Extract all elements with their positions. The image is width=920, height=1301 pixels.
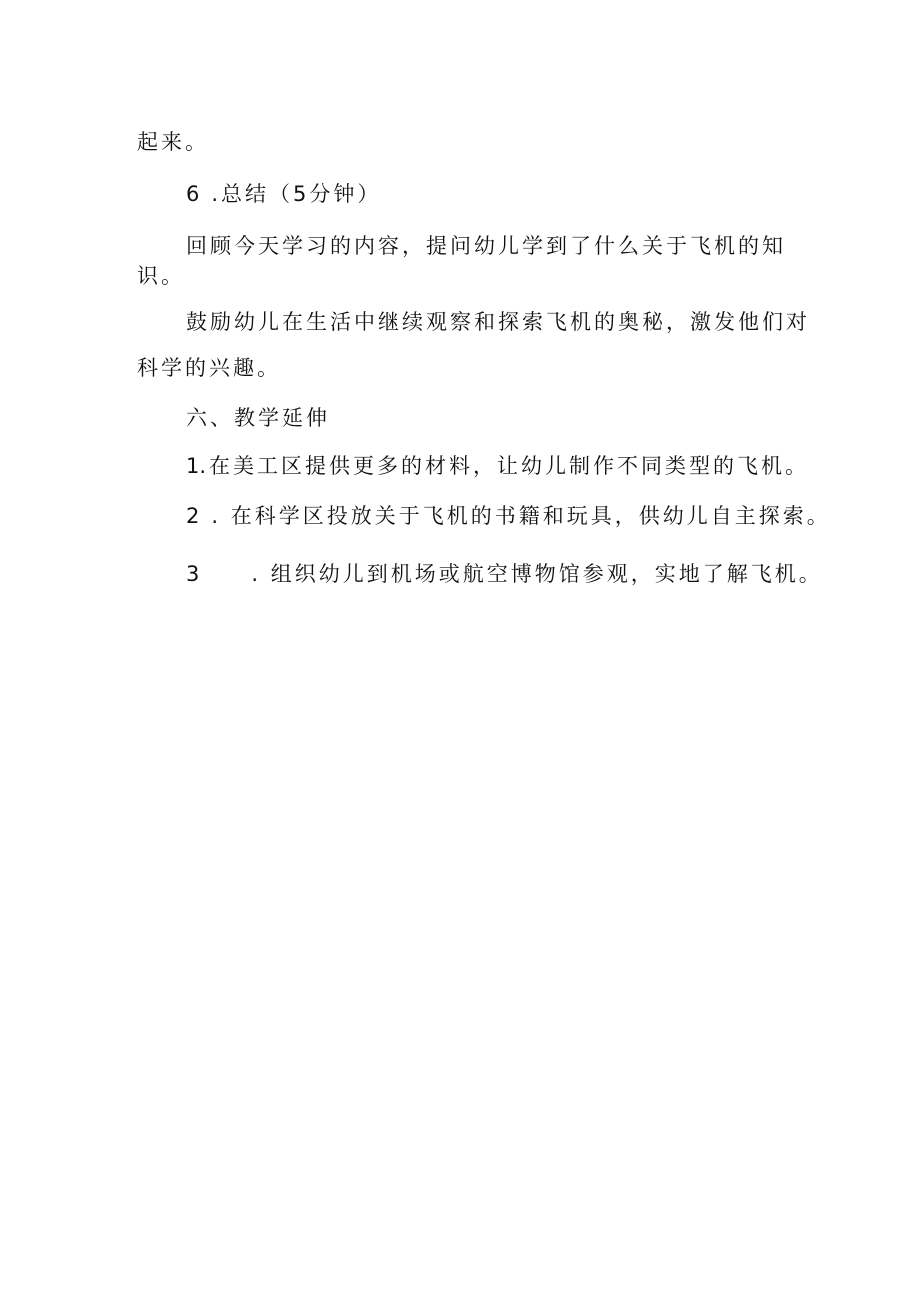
extension-item-2 — [186, 502, 831, 530]
extension-item-2-number: 2 — [186, 504, 200, 528]
review-paragraph-line-2: 识。 — [137, 264, 185, 288]
extension-item-3-text: . 组织幼儿到机场或航空博物馆参观，实地了解飞机。 — [251, 562, 823, 586]
review-paragraph-line-1: 回顾今天学习的内容，提问幼儿学到了什么关于飞机的知 — [186, 234, 786, 258]
extension-item-2-text: . 在科学区投放关于飞机的书籍和玩具，供幼儿自主探索。 — [211, 504, 831, 528]
encourage-paragraph-line-1: 鼓励幼儿在生活中继续观察和探索飞机的奥秘，激发他们对 — [186, 310, 810, 334]
section-6-heading — [186, 180, 381, 208]
extension-item-3 — [186, 560, 823, 588]
section-6-title: .总结（5分钟） — [211, 182, 382, 206]
section-extension-heading: 六、教学延伸 — [186, 406, 330, 430]
extension-item-3-number: 3 — [186, 562, 200, 586]
continuation-text: 起来。 — [137, 130, 209, 154]
section-6-number: 6 — [186, 182, 200, 206]
encourage-paragraph-line-2: 科学的兴趣。 — [137, 356, 281, 380]
extension-item-1-number: 1 — [186, 454, 200, 478]
extension-item-1-text: .在美工区提供更多的材料，让幼儿制作不同类型的飞机。 — [199, 454, 810, 478]
extension-item-1 — [186, 452, 809, 480]
